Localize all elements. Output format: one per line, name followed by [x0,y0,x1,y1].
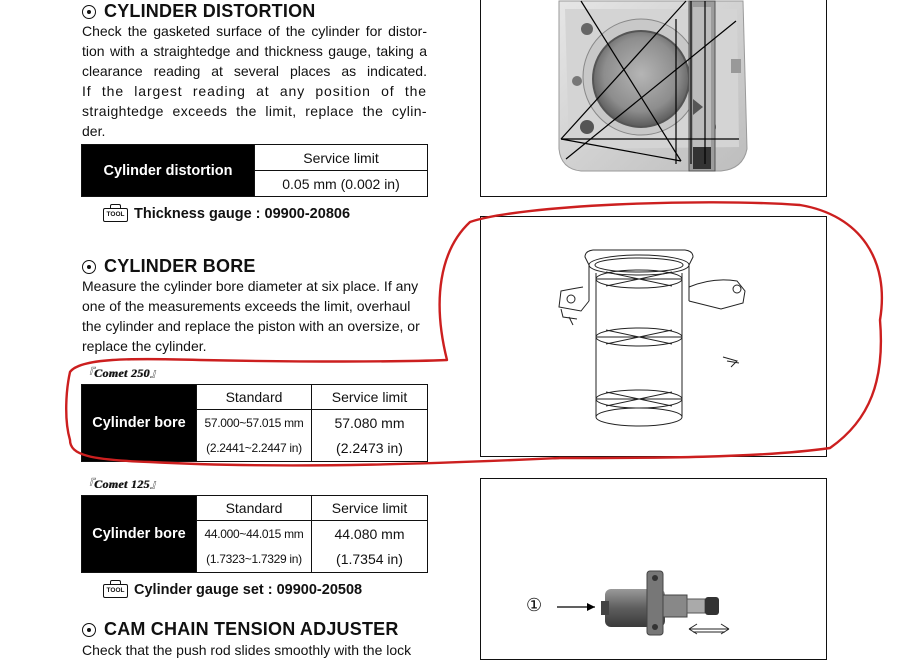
paragraph-line: the cylinder and replace the piston with an oversize, or [82,318,420,334]
limit-mm-value: 44.080 mm [312,521,428,547]
standard-in-value: (1.7323~1.7329 in) [197,547,312,573]
paragraph-line: one of the measurements exceeds the limit, overhaul [82,298,411,314]
table-label-cell: Cylinder bore [82,385,197,462]
section-title-cylinder-distortion: CYLINDER DISTORTION [82,1,315,22]
paragraph-line: der. [82,123,106,139]
paragraph-line: Measure the cylinder bore diameter at six place. If any [82,278,419,294]
paragraph-line: Check that the push rod slides smoothly with the lock [82,642,412,658]
paragraph-line: Check the gasketed surface of the cylinder for distor- [82,23,427,39]
standard-header: Standard [197,385,312,410]
model-tag-comet-250: 『Comet 250』 [82,366,162,380]
standard-header: Standard [197,496,312,521]
tool-icon: TOOL [103,208,128,222]
limit-mm-value: 57.080 mm [312,410,428,436]
section-title-cylinder-bore: CYLINDER BORE [82,256,256,277]
service-limit-value: 0.05 mm (0.002 in) [255,171,428,197]
callout-number-1: ① [526,595,543,616]
table-label-cell: Cylinder bore [82,496,197,573]
table-label-cell: Cylinder distortion [82,145,255,197]
limit-in-value: (1.7354 in) [312,547,428,573]
standard-in-value: (2.2441~2.2447 in) [197,436,312,462]
paragraph-line: tion with a straightedge and thickness gauge, taking a [82,43,427,59]
service-limit-header: Service limit [312,496,428,521]
paragraph-line: straightedge exceeds the limit, replace the cylin- [82,103,427,119]
standard-mm-value: 44.000~44.015 mm [197,521,312,547]
paragraph-line: replace the cylinder. [82,338,207,354]
cylinder-gauge-set-tool: TOOL Cylinder gauge set : 09900-20508 [103,582,362,600]
standard-mm-value: 57.000~57.015 mm [197,410,312,436]
section-title-cam-chain-tension-adjuster: CAM CHAIN TENSION ADJUSTER [82,619,399,640]
service-limit-header: Service limit [312,385,428,410]
tool-icon: TOOL [103,584,128,598]
service-limit-header: Service limit [255,145,428,171]
annotation-stroke [66,202,882,465]
limit-in-value: (2.2473 in) [312,436,428,462]
paragraph-line: clearance reading at several places as indicated. [82,63,427,79]
thickness-gauge-tool: TOOL Thickness gauge : 09900-20806 [103,206,350,224]
paragraph-line: If the largest reading at any position of the [82,83,427,99]
model-tag-comet-125: 『Comet 125』 [82,477,162,491]
